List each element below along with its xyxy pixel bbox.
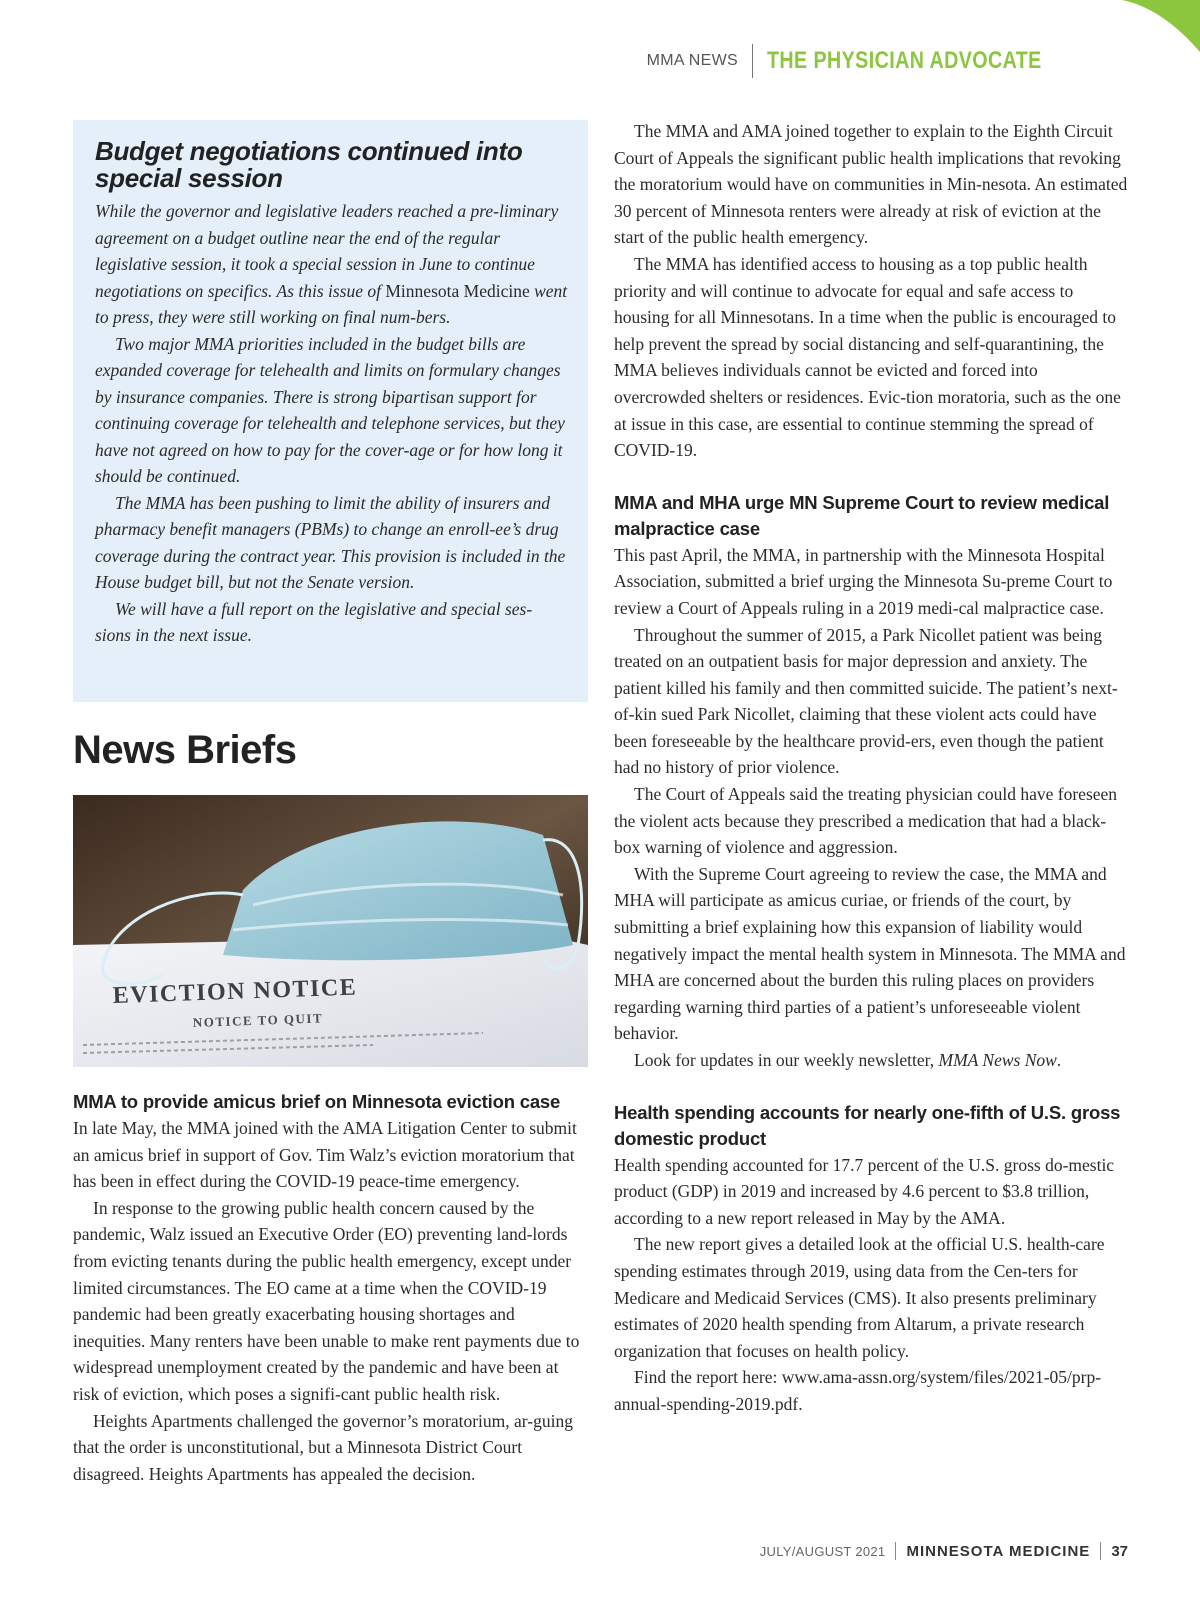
article-text: . <box>1056 1050 1062 1070</box>
section-label: MMA NEWS <box>646 52 738 69</box>
spacer <box>73 1067 588 1089</box>
article-title: MMA to provide amicus brief on Minnesota eviction case <box>73 1091 561 1112</box>
article-paragraph: Health spending accounted for 17.7 percent of the U.S. gross do-mestic product (GDP) in 2019 and increased by 4.6 percent to $3.8 trillion, according to a new report released in May by the AMA. <box>614 1154 1115 1228</box>
article-paragraph: The MMA and AMA joined together to explain to the Eighth Circuit Court of Appeals the significant public health implications that revoking the moratorium would have on communities in Min-nesota. An estimated 30 percent of Minnesota renters were already at risk of eviction at the start of the public health emergency. <box>614 121 1128 248</box>
article-paragraph: In response to the growing public health concern caused by the pandemic, Walz issued an Executive Order (EO) preventing land-lords from evicting tenants during the public health emergency, except under limited circumstances. The EO came at a time when the COVID-19 pandemic had been greatly exacerbating housing shortages and inequities. Many renters have been unable to make rent payments due to widespread unemployment created by the pandemic and have been at risk of eviction, which poses a signifi-cant public health risk. <box>73 1197 580 1404</box>
article-paragraph: Heights Apartments challenged the governor’s moratorium, ar-guing that the order is unconstitutional, but a Minnesota District Court disagreed. Heights Apartments has appealed the decision. <box>73 1410 573 1484</box>
sidebar-paragraph: Two major MMA priorities included in the budget bills are expanded coverage for telehealth and limits on formulary changes by insurance companies. There is strong bipartisan support for continuing coverage for telehealth and telephone services, but they have not agreed on how to pay for the cover-age or for how long it should be continued. <box>95 333 565 486</box>
article-paragraph <box>614 1047 1129 1074</box>
article-eviction-left <box>73 1089 588 1487</box>
budget-sidebar-box <box>73 120 588 702</box>
article-paragraph: In late May, the MMA joined with the AMA Litigation Center to submit an amicus brief in support of Gov. Tim Walz’s eviction moratorium that has been in effect during the COVID-19 peace-time emergency. <box>73 1118 577 1192</box>
article-paragraph: The Court of Appeals said the treating physician could have foreseen the violent acts because they prescribed a medication that had a black-box warning of violence and aggression. <box>614 784 1118 858</box>
magazine-name: MINNESOTA MEDICINE <box>906 1542 1091 1560</box>
article-paragraph: Find the report here: www.ama-assn.org/system/files/2021-05/prp-annual-spending-2019.pdf. <box>614 1367 1102 1414</box>
article-title: MMA and MHA urge MN Supreme Court to review medical malpractice case <box>614 491 1110 539</box>
article-title: Health spending accounts for nearly one-fifth of U.S. gross domestic product <box>614 1101 1121 1149</box>
article-paragraph: The new report gives a detailed look at the official U.S. health-care spending estimates through 2019, using data from the Cen-ters for Medicare and Medicaid Services (CMS). It also presents preliminary estimates of 2020 health spending from Altarum, a private research organization that focuses on health policy. <box>614 1234 1105 1361</box>
header-divider <box>752 44 753 78</box>
newsletter-name: MMA News Now <box>938 1050 1057 1070</box>
eviction-notice-photo <box>73 795 588 1067</box>
page-header <box>647 44 1102 78</box>
sidebar-text: went to press, they were still working on final num-bers. <box>95 280 568 327</box>
corner-swoosh-graphic <box>1100 0 1200 60</box>
page-number: 37 <box>1111 1542 1128 1560</box>
eviction-notice-title: EVICTION NOTICE <box>112 974 358 1009</box>
sidebar-paragraph: The MMA has been pushing to limit the ability of insurers and pharmacy benefit managers (PBMs) to change an enroll-ee’s drug coverage during the contract year. This provision is included in the House budget bill, but not the Senate version. <box>95 492 566 592</box>
article-paragraph: The MMA has identified access to housing as a top public health priority and will continue to advocate for equal and safe access to housing for all Minnesotans. In a time when the public is encouraged to help prevent the spread by social distancing and self-quarantining, the MMA believes individuals cannot be evicted and forced into overcrowded shelters or residences. Evic-tion moratoria, such as the one at issue in this case, are essential to continue stemming the spread of COVID-19. <box>614 253 1121 461</box>
news-briefs-heading: News Briefs <box>73 728 297 772</box>
notice-to-quit-subtitle: NOTICE TO QUIT <box>192 1010 324 1030</box>
sidebar-paragraph <box>95 198 568 331</box>
publication-name: Minnesota Medicine <box>385 280 530 301</box>
article-paragraph: Throughout the summer of 2015, a Park Nicollet patient was being treated on an outpatient basis for major depression and anxiety. The patient killed his family and then committed suicide. The patient’s next-of-kin sued Park Nicollet, claiming that these violent acts could have been foreseeable by the healthcare provid-ers, even though the patient had no history of prior violence. <box>614 624 1118 778</box>
article-paragraph: With the Supreme Court agreeing to review the case, the MMA and MHA will participate as amicus curiae, or friends of the court, by submitting a brief explaining how this expansion of liability would negatively impact the mental health system in Minnesota. The MMA and MHA are concerned about the burden this ruling places on providers regarding warning third parties of a patient’s unforeseeable violent behavior. <box>614 863 1126 1044</box>
issue-date: JULY/AUGUST 2021 <box>759 1543 886 1559</box>
sidebar-paragraph: We will have a full report on the legislative and special ses-sions in the next issue. <box>95 598 533 645</box>
footer-divider <box>895 1542 896 1560</box>
publication-title: THE PHYSICIAN ADVOCATE <box>766 47 1042 74</box>
right-column <box>614 118 1129 1418</box>
sidebar-title: Budget negotiations continued into special session <box>95 136 523 193</box>
sidebar-text: While the governor and legislative leaders reached a pre-liminary agreement on a budget outline near the end of the regular legislative session, it took a special session in June to continue negotiations on specifics. As this issue of <box>95 201 559 301</box>
spacer <box>614 464 1129 490</box>
footer-divider <box>1100 1542 1101 1560</box>
left-column <box>73 120 588 1487</box>
page-footer <box>760 1542 1128 1560</box>
article-text: Look for updates in our weekly newsletter, <box>634 1050 939 1070</box>
article-paragraph: This past April, the MMA, in partnership with the Minnesota Hospital Association, submitted a brief urging the Minnesota Su-preme Court to review a Court of Appeals ruling in a 2019 medi-cal malpractice case. <box>614 544 1113 618</box>
spacer <box>614 1074 1129 1100</box>
